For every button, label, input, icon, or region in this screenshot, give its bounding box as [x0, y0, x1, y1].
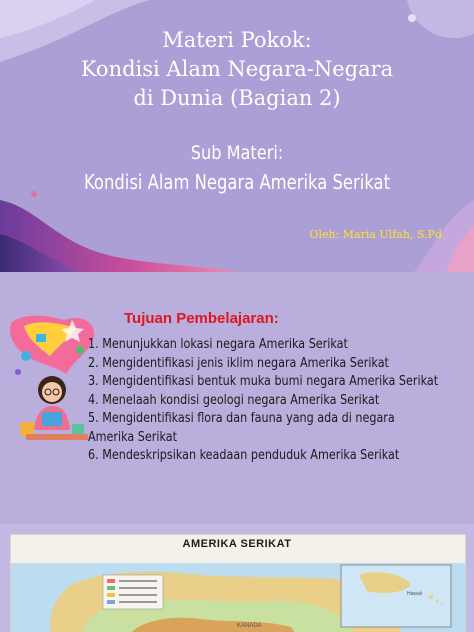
bottom-left-wave-decoration: [0, 186, 240, 272]
title-line: di Dunia (Bagian 2): [133, 86, 341, 110]
list-item: 4. Menelaah kondisi geologi negara Amerika Serikat: [88, 392, 380, 408]
sub-material-label: Sub Materi:: [190, 142, 284, 164]
title-line: Materi Pokok:: [162, 28, 312, 52]
hawaii-map-label: Hawaii: [407, 591, 423, 597]
list-item: 6. Mendeskripsikan keadaan penduduk Amerika Serikat: [88, 448, 400, 463]
map-slide: [0, 524, 474, 632]
list-item: 3. Mengidentifikasi bentuk muka bumi negara Amerika Serikat: [88, 374, 439, 389]
title-slide: [0, 0, 474, 272]
map-title: AMERIKA SERIKAT: [182, 538, 292, 550]
author-credit: Oleh: Maria Ulfah, S.Pd: [309, 228, 442, 241]
title-line: Kondisi Alam Negara-Negara: [80, 57, 394, 81]
list-item: 5. Mengidentifikasi flora dan fauna yang ada di negara: [88, 411, 395, 426]
list-item: 2. Mengidentifikasi jenis iklim negara Amerika Serikat: [88, 355, 389, 371]
slide-title: [0, 26, 474, 113]
canada-map-label: KANADA: [237, 623, 262, 629]
list-item: Amerika Serikat: [88, 429, 177, 445]
sub-material-title: Kondisi Alam Negara Amerika Serikat: [83, 170, 391, 194]
objectives-list: [88, 336, 460, 466]
objectives-slide: [0, 272, 474, 524]
list-item: 1. Menunjukkan lokasi negara Amerika Serikat: [88, 337, 348, 352]
objectives-heading: Tujuan Pembelajaran:: [124, 310, 279, 327]
